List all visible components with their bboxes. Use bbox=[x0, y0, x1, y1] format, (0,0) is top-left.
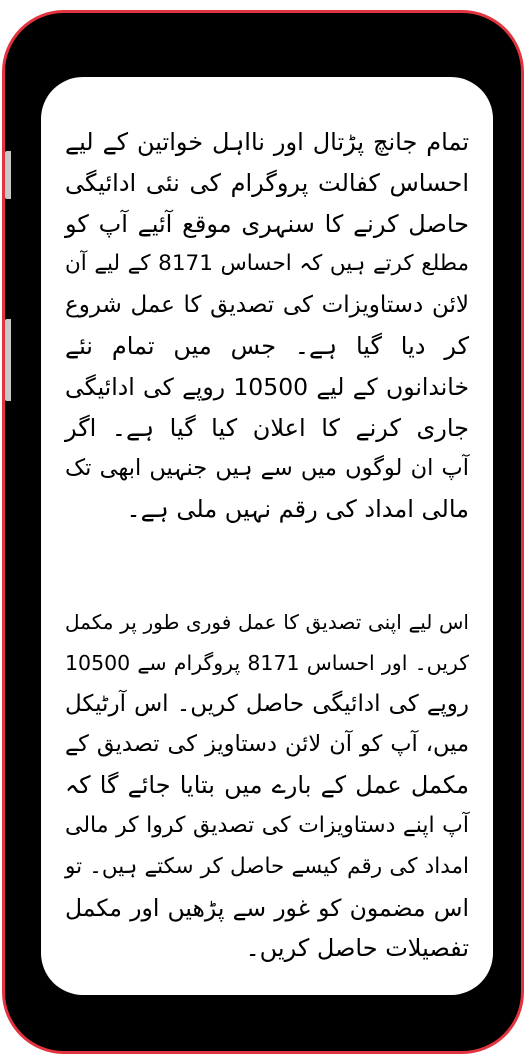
phone-side-button-lower bbox=[5, 319, 11, 401]
text-line: امداد کی رقم کیسے حاصل کر سکتے ہیں۔ تو bbox=[65, 853, 469, 879]
text-line: مطلع کرتے ہیں کہ احساس 8171 کے لیے آن bbox=[65, 251, 469, 277]
text-line: مالی امداد کی رقم نہیں ملی ہے۔ bbox=[126, 495, 469, 524]
phone-frame bbox=[2, 10, 524, 1054]
phone-screen bbox=[41, 77, 493, 995]
text-line: لائن دستاویزات کی تصدیق کا عمل شروع bbox=[65, 292, 469, 319]
text-line: مکمل عمل کے بارے میں بتایا جائے گا کہ bbox=[65, 771, 469, 800]
text-line: تمام جانچ پڑتال اور نااہل خواتین کے لیے bbox=[65, 128, 469, 156]
text-line: اس مضمون کو غور سے پڑھیں اور مکمل bbox=[65, 893, 469, 922]
text-line: آپ ان لوگوں میں سے ہیں جنہیں ابھی تک bbox=[65, 455, 469, 482]
text-line: تفصیلات حاصل کریں۔ bbox=[245, 934, 469, 963]
text-line: کریں۔ اور احساس 8171 پروگرام سے 10500 bbox=[65, 650, 469, 675]
text-line: روپے کی ادائیگی حاصل کریں۔ اس آرٹیکل bbox=[65, 690, 469, 717]
article-paragraph-2 bbox=[65, 602, 469, 969]
text-line: احساس کفالت پروگرام کی نئی ادائیگی bbox=[65, 168, 469, 197]
text-line: کر دیا گیا ہے۔ جس میں تمام نئے bbox=[65, 331, 469, 360]
article-paragraph-1 bbox=[65, 122, 469, 530]
phone-side-button-upper bbox=[5, 151, 11, 199]
text-line: خاندانوں کے لیے 10500 روپے کی ادائیگی bbox=[65, 372, 469, 401]
text-line: اس لیے اپنی تصدیق کا عمل فوری طور پر مکمل bbox=[65, 610, 469, 634]
text-line: میں، آپ کو آن لائن دستاویز کی تصدیق کے bbox=[65, 731, 469, 758]
text-line: جاری کرنے کا اعلان کیا گیا ہے۔ اگر bbox=[65, 413, 469, 442]
text-line: آپ اپنے دستاویزات کی تصدیق کروا کر مالی bbox=[65, 812, 469, 838]
text-line: حاصل کرنے کا سنہری موقع آئیے آپ کو bbox=[65, 209, 469, 238]
